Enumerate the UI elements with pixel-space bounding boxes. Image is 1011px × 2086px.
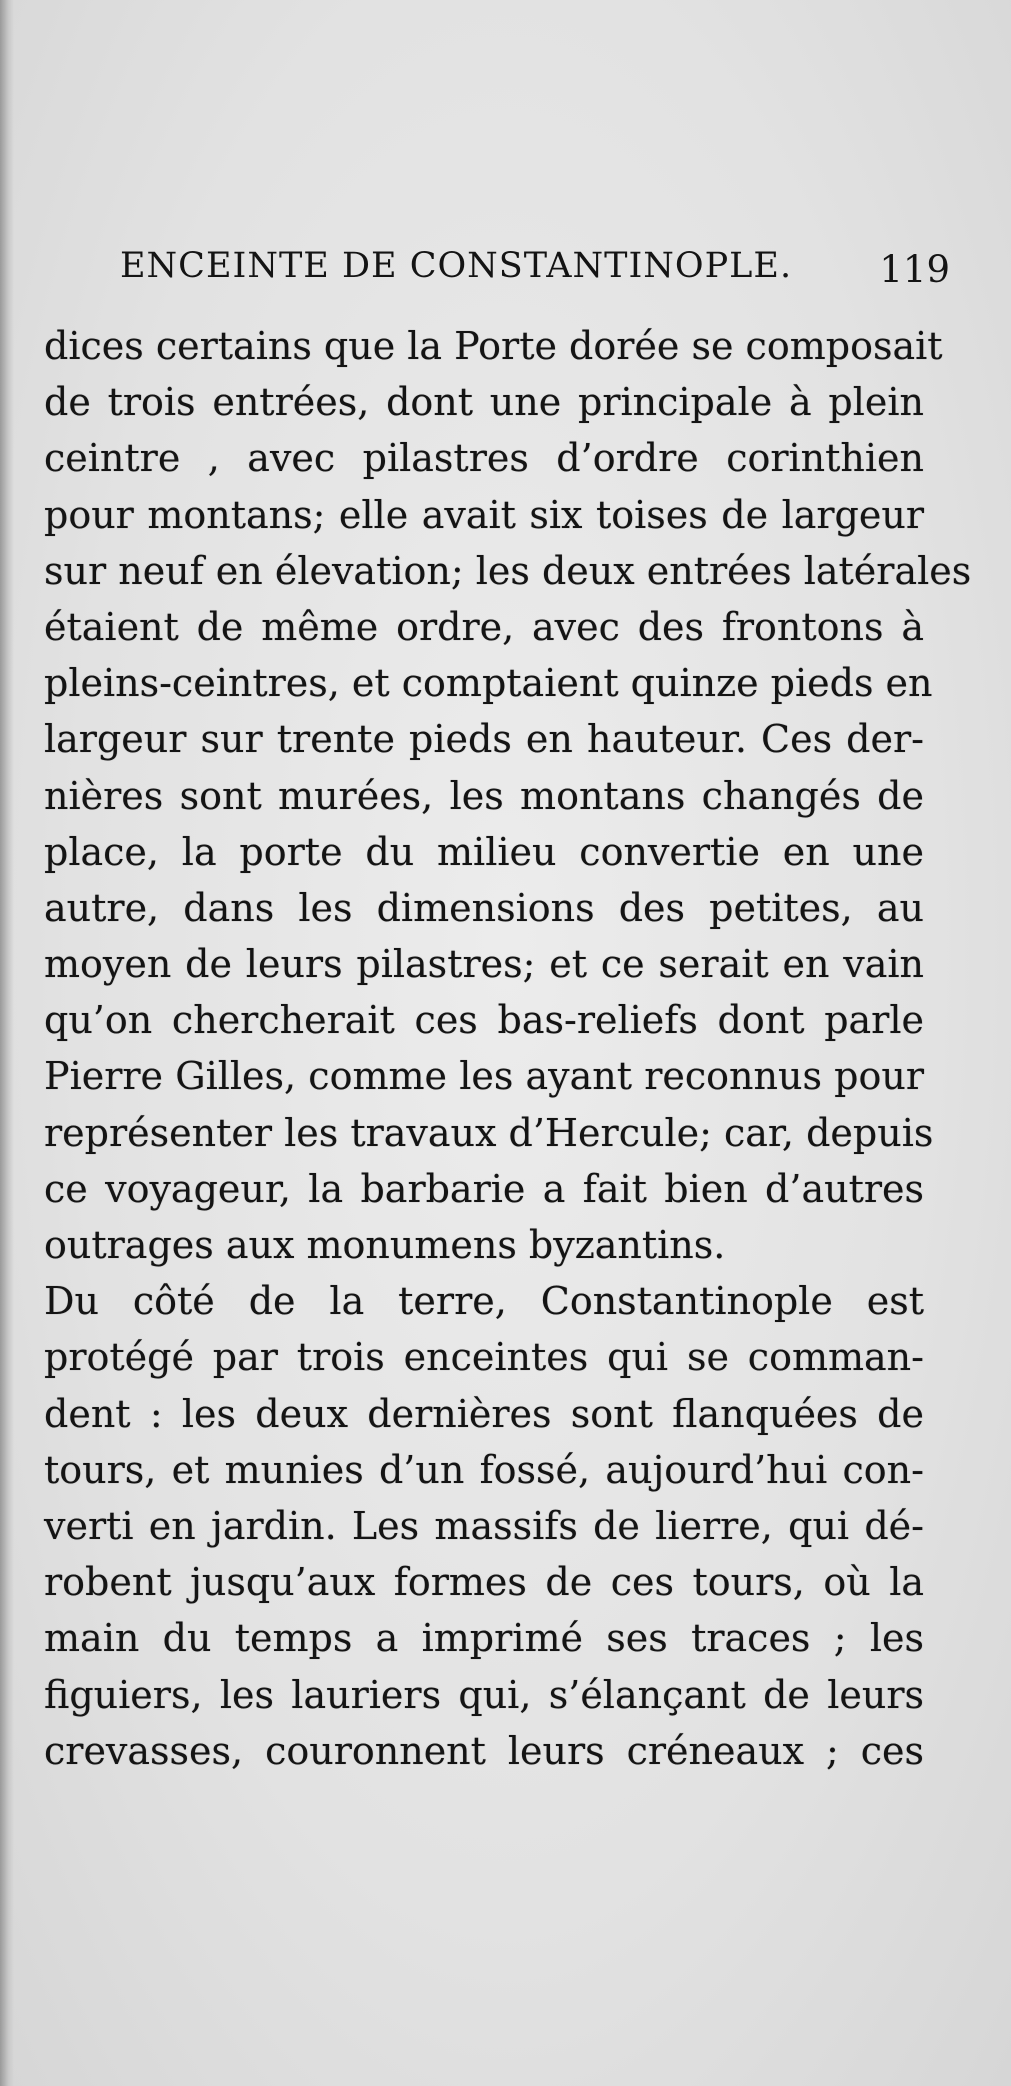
text-line: pour montans; elle avait six toises de largeur xyxy=(44,492,924,537)
text-line: robent jusqu’aux formes de ces tours, où la xyxy=(44,1560,924,1605)
text-line: sur neuf en élevation; les deux entrées latérales xyxy=(44,548,972,593)
text-line: nières sont murées, les montans changés de xyxy=(44,773,924,818)
text-line: représenter les travaux d’Hercule; car, depuis xyxy=(44,1110,934,1155)
body-text xyxy=(44,318,972,1779)
text-line: de trois entrées, dont une principale à plein xyxy=(44,380,924,425)
text-line: outrages aux monumens byzantins. xyxy=(44,1223,726,1267)
text-line: qu’on chercherait ces bas-reliefs dont parle xyxy=(44,998,924,1043)
text-line: main du temps a imprimé ses traces ; les xyxy=(44,1616,924,1661)
text-line: ce voyageur, la barbarie a fait bien d’autres xyxy=(44,1166,924,1211)
text-line: autre, dans les dimensions des petites, au xyxy=(44,885,924,930)
text-line: dent : les deux dernières sont flanquées de xyxy=(44,1391,924,1436)
page-gutter-shadow xyxy=(0,0,14,2086)
text-line: Pierre Gilles, comme les ayant reconnus pour xyxy=(44,1054,924,1099)
text-line: pleins-ceintres, et comptaient quinze pieds en xyxy=(44,661,933,706)
text-line: verti en jardin. Les massifs de lierre, qui dé- xyxy=(44,1503,924,1548)
text-line: tours, et munies d’un fossé, aujourd’hui con- xyxy=(44,1447,924,1492)
text-line: place, la porte du milieu convertie en une xyxy=(44,829,924,874)
page-number: 119 xyxy=(879,248,950,291)
text-line: dices certains que la Porte dorée se composait xyxy=(44,324,943,368)
text-line: moyen de leurs pilastres; et ce serait en vain xyxy=(44,942,924,987)
text-line: Du côté de la terre, Constantinople est xyxy=(44,1279,924,1324)
text-line: étaient de même ordre, avec des frontons à xyxy=(44,604,924,649)
text-line: largeur sur trente pieds en hauteur. Ces der- xyxy=(44,717,924,762)
text-line: ceintre , avec pilastres d’ordre corinthien xyxy=(44,436,924,481)
text-line: figuiers, les lauriers qui, s’élançant de leurs xyxy=(44,1672,924,1717)
text-line: crevasses, couronnent leurs créneaux ; ces xyxy=(44,1728,924,1773)
running-title: ENCEINTE DE CONSTANTINOPLE. xyxy=(120,246,793,286)
page-header xyxy=(120,246,950,298)
text-line: protégé par trois enceintes qui se comman- xyxy=(44,1335,924,1380)
